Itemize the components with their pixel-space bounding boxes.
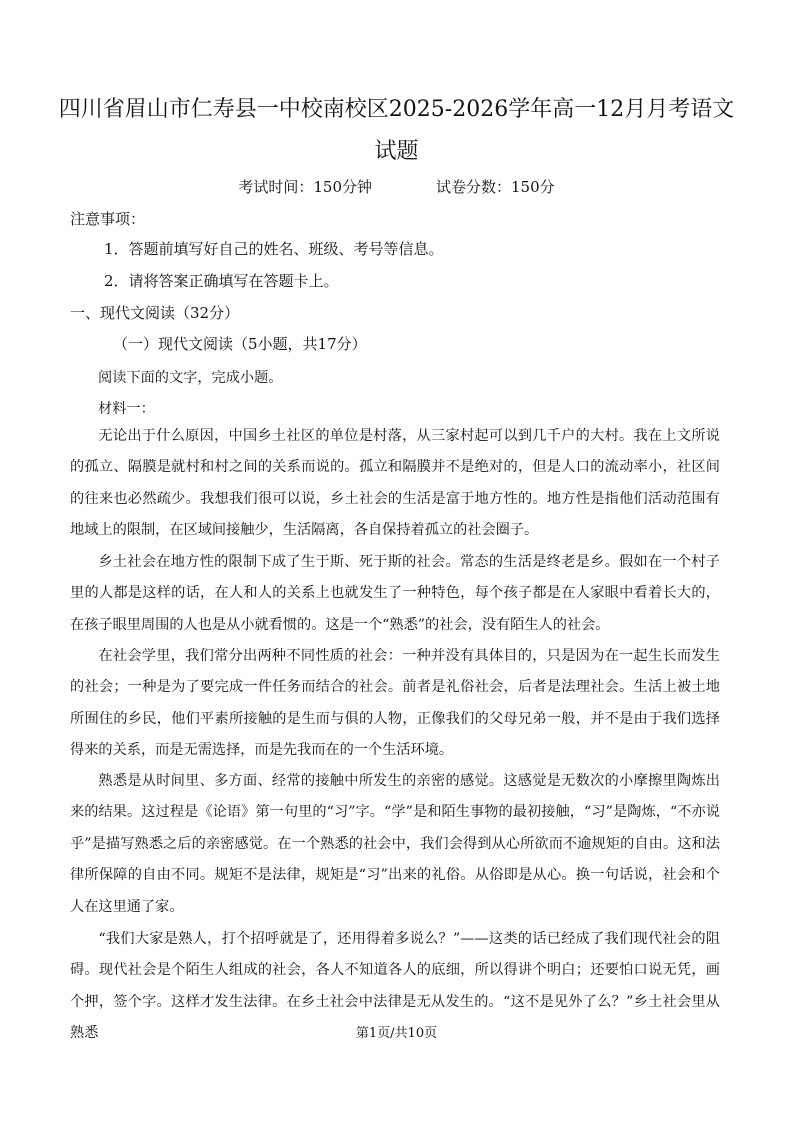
paragraph-5: “我们大家是熟人，打个招呼就是了，还用得着多说么？”——这类的话已经成了我们现代社会的阻碍。现代社会是个陌生人组成的社会，各人不知道各人的底细，所以得讲个明白；还要怕口说无凭，画个押，签个字。这样才发生法律。在乡土社会中法律是无从发生的。“这不是见外了么？”乡土社会里从熟悉 xyxy=(70,931,720,1042)
paragraph-2: 乡土社会在地方性的限制下成了生于斯、死于斯的社会。常态的生活是终老是乡。假如在一个村子里的人都是这样的话，在人和人的关系上也就发生了一种特色，每个孩子都是在人家眼中看着长大的，在孩子眼里周围的人也是从小就看惯的。这是一个“熟悉”的社会，没有陌生人的社会。 xyxy=(70,554,720,633)
exam-title-line2: 试题 xyxy=(374,139,419,164)
notes-title: 注意事项： xyxy=(70,210,146,228)
page-number: 第1页/共10页 xyxy=(355,1026,438,1041)
exam-title-line1: 四川省眉山市仁寿县一中校南校区2025-2026学年高一12月月考语文 xyxy=(58,97,735,122)
reading-instruction: 阅读下面的文字，完成小题。 xyxy=(98,370,283,386)
paragraph-1: 无论出于什么原因，中国乡土社区的单位是村落，从三家村起可以到几千户的大村。我在上文所说的孤立、隔膜是就村和村之间的关系而说的。孤立和隔膜并不是绝对的，但是人口的流动率小，社区间的往来也必然疏少。我想我们很可以说，乡土社会的生活是富于地方性的。地方性是指他们活动范围有地域上的限制，在区域间接触少，生活隔离，各自保持着孤立的社会圈子。 xyxy=(70,428,720,539)
exam-info xyxy=(0,176,793,197)
subsection-title: （一）现代文阅读（5小题，共17分） xyxy=(113,335,367,353)
section-title: 一、现代文阅读（32分） xyxy=(70,304,240,322)
material-label: 材料一： xyxy=(98,401,155,417)
exam-time: 考试时间：150分钟 xyxy=(238,178,372,196)
note-item-1: 1．答题前填写好自己的姓名、班级、考号等信息。 xyxy=(104,240,444,258)
exam-score: 试卷分数：150分 xyxy=(436,178,555,196)
paragraph-3: 在社会学里，我们常分出两种不同性质的社会：一种并没有具体目的，只是因为在一起生长而发生的社会；一种是为了要完成一件任务而结合的社会。前者是礼俗社会，后者是法理社会。生活上被土地所囿住的乡民，他们平素所接触的是生而与俱的人物，正像我们的父母兄弟一般，并不是由于我们选择得来的关系，而是无需选择，而是先我而在的一个生活环境。 xyxy=(70,648,720,759)
note-item-2: 2．请将答案正确填写在答题卡上。 xyxy=(104,272,339,290)
paragraph-4: 熟悉是从时间里、多方面、经常的接触中所发生的亲密的感觉。这感觉是无数次的小摩擦里陶炼出来的结果。这过程是《论语》第一句里的“习”字。“学”是和陌生事物的最初接触，“习”是陶炼，“不亦说乎”是描写熟悉之后的亲密感觉。在一个熟悉的社会中，我们会得到从心所欲而不逾规矩的自由。这和法律所保障的自由不同。规矩不是法律，规矩是“习”出来的礼俗。从俗即是从心。换一句话说，社会和个人在这里通了家。 xyxy=(70,773,720,915)
